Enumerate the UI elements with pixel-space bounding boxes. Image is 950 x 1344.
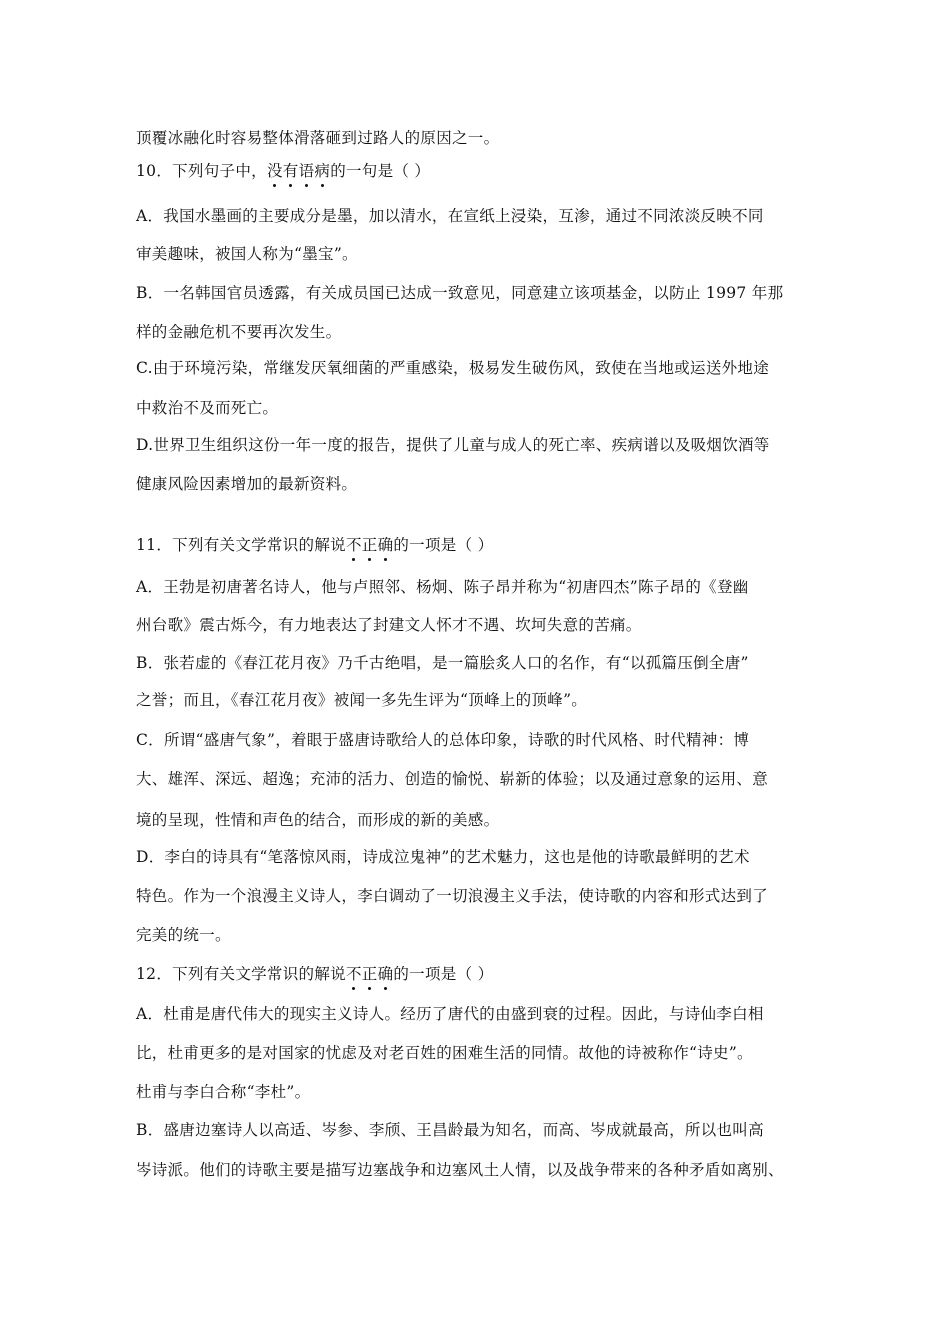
text-line xyxy=(136,244,358,264)
text-segment: 11．下列有关文学常识的解说 xyxy=(136,536,346,554)
text-segment: 特色。作为一个浪漫主义诗人，李白调动了一切浪漫主义手法，使诗歌的内容和形式达到了 xyxy=(136,887,769,905)
text-segment: 境的呈现，性情和声色的结合，而形成的新的美感。 xyxy=(136,811,500,829)
text-segment: 完美的统一。 xyxy=(136,926,231,944)
text-line xyxy=(136,322,341,342)
text-segment: 中救治不及而死亡。 xyxy=(136,399,279,417)
emphasis-char: 不 xyxy=(345,965,362,983)
text-segment: D.世界卫生组织这份一年一度的报告，提供了儿童与成人的死亡率、疾病谱以及吸烟饮酒等 xyxy=(136,436,770,454)
text-line xyxy=(136,886,768,906)
emphasis-char: 确 xyxy=(377,965,394,983)
text-segment: B．张若虚的《春江花月夜》乃千古绝唱，是一篇脍炙人口的名作，有“以孤篇压倒全唐” xyxy=(136,654,749,672)
text-segment: D．李白的诗具有“笔落惊风雨，诗成泣鬼神”的艺术魅力，这也是他的诗歌最鲜明的艺术 xyxy=(136,848,750,866)
text-line xyxy=(136,964,493,984)
text-line xyxy=(136,535,493,555)
text-segment: 健康风险因素增加的最新资料。 xyxy=(136,475,358,493)
text-segment: 的一项是（ ） xyxy=(393,965,494,983)
text-line xyxy=(136,615,642,635)
text-line xyxy=(136,283,783,303)
text-line xyxy=(136,653,749,673)
text-line xyxy=(136,690,587,710)
text-line xyxy=(136,577,749,597)
text-segment: 岑诗派。他们的诗歌主要是描写边塞战争和边塞风土人情，以及战争带来的各种矛盾如离别、 xyxy=(136,1161,784,1179)
text-line xyxy=(136,398,278,418)
emphasis-char: 正 xyxy=(361,536,378,554)
text-segment: A．我国水墨画的主要成分是墨，加以清水，在宣纸上浸染，互渗，通过不同浓淡反映不同 xyxy=(136,207,764,225)
text-segment: 顶覆冰融化时容易整体滑落砸到过路人的原因之一。 xyxy=(136,129,500,147)
text-segment: B．盛唐边塞诗人以高适、岑参、李颀、王昌龄最为知名，而高、岑成就最高，所以也叫高 xyxy=(136,1121,764,1139)
text-line xyxy=(136,847,750,867)
text-line xyxy=(136,1082,310,1102)
text-segment: C．所谓“盛唐气象”，着眼于盛唐诗歌给人的总体印象，诗歌的时代风格、时代精神：博 xyxy=(136,731,750,749)
text-line xyxy=(136,769,768,789)
text-segment: 之誉；而且，《春江花月夜》被闻一多先生评为“顶峰上的顶峰”。 xyxy=(136,691,588,709)
text-segment: 审美趣味，被国人称为“墨宝”。 xyxy=(136,245,358,263)
text-line xyxy=(136,730,749,750)
text-segment: 杜甫与李白合称“李杜”。 xyxy=(136,1083,311,1101)
text-segment: 样的金融危机不要再次发生。 xyxy=(136,323,342,341)
text-line xyxy=(136,1043,753,1063)
text-segment: A．杜甫是唐代伟大的现实主义诗人。经历了唐代的由盛到衰的过程。因此，与诗仙李白相 xyxy=(136,1005,764,1023)
emphasis-char: 不 xyxy=(345,536,362,554)
text-line xyxy=(136,161,430,181)
text-segment: C.由于环境污染，常继发厌氧细菌的严重感染，极易发生破伤风，致使在当地或运送外地途 xyxy=(136,359,770,377)
text-line xyxy=(136,1160,784,1180)
text-line xyxy=(136,206,764,226)
text-line xyxy=(136,1120,764,1140)
text-line xyxy=(136,925,231,945)
text-line xyxy=(136,1004,764,1024)
text-segment: 12．下列有关文学常识的解说 xyxy=(136,965,346,983)
text-segment: A．王勃是初唐著名诗人，他与卢照邻、杨炯、陈子昂并称为“初唐四杰”陈子昂的《登幽 xyxy=(136,578,749,596)
text-segment: 的一项是（ ） xyxy=(393,536,494,554)
text-line xyxy=(136,128,499,148)
text-segment: B．一名韩国官员透露，有关成员国已达成一致意见，同意建立该项基金，以防止 1997 年那 xyxy=(136,284,784,302)
emphasis-char: 病 xyxy=(314,162,331,180)
text-segment: 比，杜甫更多的是对国家的忧虑及对老百姓的困难生活的同情。故他的诗被称作“诗史”。 xyxy=(136,1044,753,1062)
text-line xyxy=(136,810,499,830)
emphasis-char: 确 xyxy=(377,536,394,554)
emphasis-char: 有 xyxy=(282,162,299,180)
text-segment: 10．下列句子中， xyxy=(136,162,267,180)
emphasis-char: 没 xyxy=(266,162,283,180)
text-segment: 州台歌》震古烁今，有力地表达了封建文人怀才不遇、坎坷失意的苦痛。 xyxy=(136,616,642,634)
text-line xyxy=(136,358,769,378)
text-line xyxy=(136,474,357,494)
emphasis-char: 语 xyxy=(298,162,315,180)
emphasis-char: 正 xyxy=(361,965,378,983)
text-line xyxy=(136,435,770,455)
text-segment: 的一句是（ ） xyxy=(330,162,431,180)
text-segment: 大、雄浑、深远、超逸；充沛的活力、创造的愉悦、崭新的体验；以及通过意象的运用、意 xyxy=(136,770,769,788)
